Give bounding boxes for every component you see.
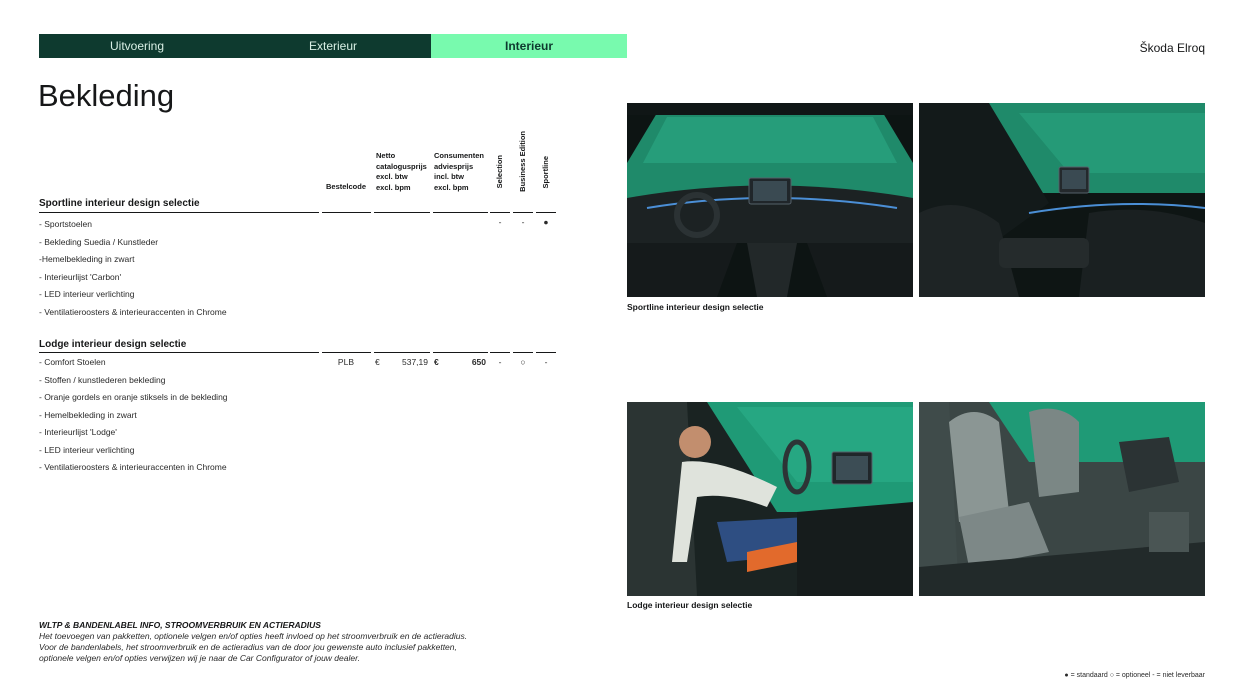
list-item: -Hemelbekleding in zwart [39, 254, 135, 264]
list-item: - Oranje gordels en oranje stiksels in de bekleding [39, 392, 228, 402]
caption-lodge: Lodge interieur design selectie [627, 600, 753, 610]
col-sportline: Sportline [541, 156, 550, 189]
sportline-dashboard-photo [627, 103, 913, 297]
cell-cons-currency: € [434, 357, 439, 367]
legend: ● = standaard ○ = optioneel - = niet leverbaar [1064, 672, 1205, 679]
list-item: - Ventilatieroosters & interieuraccenten in Chrome [39, 462, 227, 472]
tab-interieur[interactable]: Interieur [431, 34, 627, 58]
seats-illustration [919, 103, 1205, 297]
divider [513, 352, 533, 353]
footnote-line: optionele velgen en/of opties verwijzen wij je naar de Car Configurator of jouw dealer. [39, 653, 360, 663]
divider [39, 352, 319, 353]
cell-bestelcode: PLB [337, 357, 354, 367]
divider [433, 352, 488, 353]
footnote-title: WLTP & BANDENLABEL INFO, STROOMVERBRUIK EN ACTIERADIUS [39, 620, 321, 630]
dashboard-illustration [627, 103, 913, 297]
footnote-line: Voor de bandenlabels, het stroomverbruik en de actieradius van de door jou gewenste auto inclusief pakketten, [39, 642, 457, 652]
cell-cons-price: 650 [471, 357, 486, 367]
caption-sportline: Sportline interieur design selectie [627, 302, 764, 312]
col-selection: Selection [495, 155, 504, 189]
list-item: - LED interieur verlichting [39, 289, 135, 299]
list-item: - Interieurlijst 'Lodge' [39, 427, 117, 437]
list-item: - LED interieur verlichting [39, 445, 135, 455]
list-item: - Sportstoelen [39, 219, 92, 229]
cell-selection: - [498, 357, 502, 367]
footnote-line: Het toevoegen van pakketten, optionele velgen en/of opties heeft invloed op het stroomverbruik en de actieradius. [39, 631, 468, 641]
list-item: - Stoffen / kunstlederen bekleding [39, 375, 166, 385]
divider [322, 352, 371, 353]
list-item: - Comfort Stoelen [39, 357, 106, 367]
cell-sportline: ● [543, 217, 549, 227]
list-item: - Interieurlijst 'Carbon' [39, 272, 122, 282]
divider [322, 212, 371, 213]
section-title-lodge: Lodge interieur design selectie [39, 339, 187, 350]
cell-sportline: - [544, 357, 548, 367]
cell-business: ○ [520, 357, 526, 367]
divider [374, 212, 430, 213]
cell-netto-price: 537,19 [402, 357, 428, 367]
page-title: Bekleding [38, 78, 175, 113]
section-tabs [39, 34, 627, 58]
cell-netto-currency: € [375, 357, 380, 367]
divider [513, 212, 533, 213]
brand-name: Škoda Elroq [1139, 41, 1205, 55]
col-netto: Netto catalogusprijs excl. btw excl. bpm [376, 151, 427, 192]
list-item: - Ventilatieroosters & interieuraccenten in Chrome [39, 307, 227, 317]
col-consumenten: Consumenten adviesprijs incl. btw excl. bpm [434, 151, 485, 192]
divider [490, 352, 510, 353]
col-business-edition: Business Edition [518, 131, 527, 192]
lodge-seats-illustration [919, 402, 1205, 596]
divider [39, 212, 319, 213]
list-item: - Bekleding Suedia / Kunstleder [39, 237, 159, 247]
divider [536, 352, 556, 353]
cell-business: - [521, 217, 525, 227]
lodge-seats-photo [919, 402, 1205, 596]
lodge-driver-photo [627, 402, 913, 596]
list-item: - Hemelbekleding in zwart [39, 410, 137, 420]
divider [374, 352, 430, 353]
divider [536, 212, 556, 213]
cell-selection: - [498, 217, 502, 227]
divider [490, 212, 510, 213]
divider [433, 212, 488, 213]
col-bestelcode: Bestelcode [326, 182, 367, 191]
driver-illustration [627, 402, 913, 596]
sportline-seats-photo [919, 103, 1205, 297]
tab-exterieur[interactable]: Exterieur [235, 34, 431, 58]
section-title-sportline: Sportline interieur design selectie [39, 198, 200, 209]
tab-uitvoering[interactable]: Uitvoering [39, 34, 235, 58]
